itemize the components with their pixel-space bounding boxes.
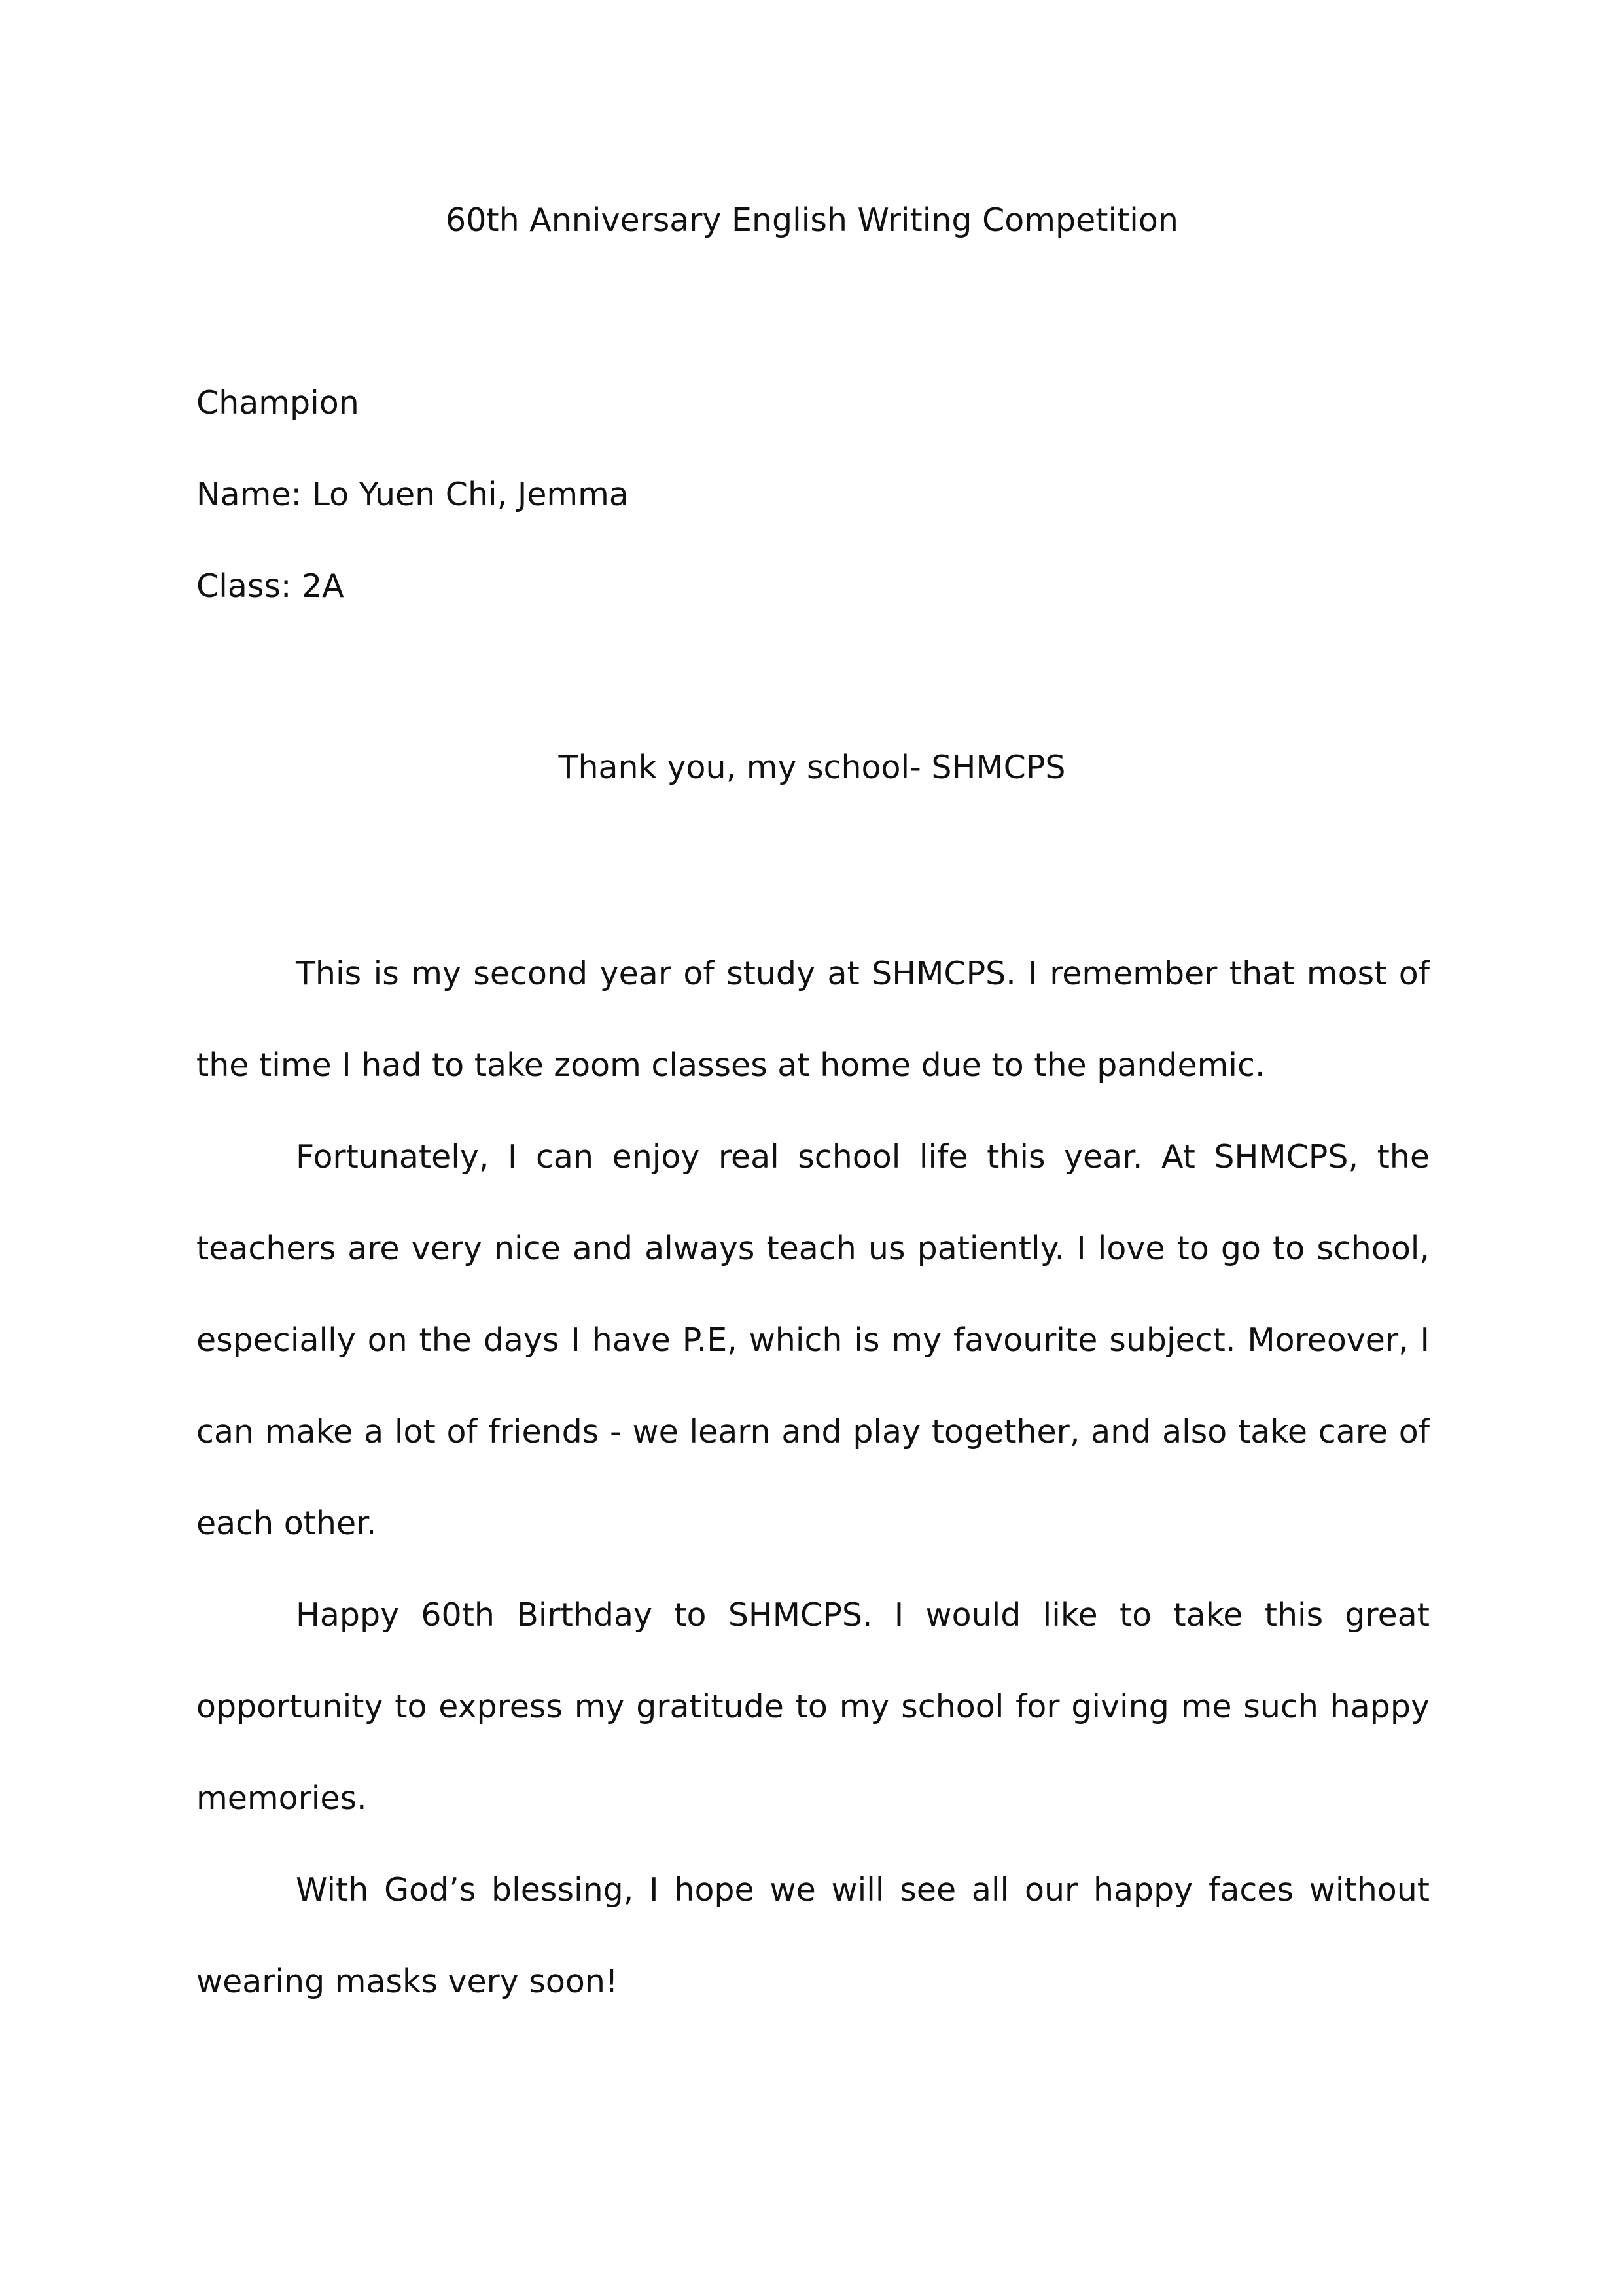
essay-paragraph-2: Fortunately, I can enjoy real school life this year. At SHMCPS, the teachers are very nice and always teach us patiently. I love to go to school, especially on the days I have P.E, which is my favourite subject. Moreover, I can make a lot of friends - we learn and play together, and also take care of each other.	[196, 1138, 1430, 1542]
essay-paragraph-3: Happy 60th Birthday to SHMCPS. I would like to take this great opportunity to express my gratitude to my school for giving me such happy memories.	[196, 1596, 1430, 1817]
essay-paragraph-4: With God’s blessing, I hope we will see all our happy faces without wearing masks very soon!	[196, 1871, 1430, 2000]
essay-paragraph-1: This is my second year of study at SHMCPS. I remember that most of the time I had to take zoom classes at home due to the pandemic.	[196, 955, 1430, 1084]
essay-title: Thank you, my school- SHMCPS	[558, 749, 1066, 786]
competition-title: 60th Anniversary English Writing Competition	[446, 202, 1178, 239]
student-class: Class: 2A	[196, 567, 344, 605]
award-label: Champion	[196, 384, 359, 422]
essay-body	[196, 928, 1430, 2028]
student-name: Name: Lo Yuen Chi, Jemma	[196, 476, 629, 513]
